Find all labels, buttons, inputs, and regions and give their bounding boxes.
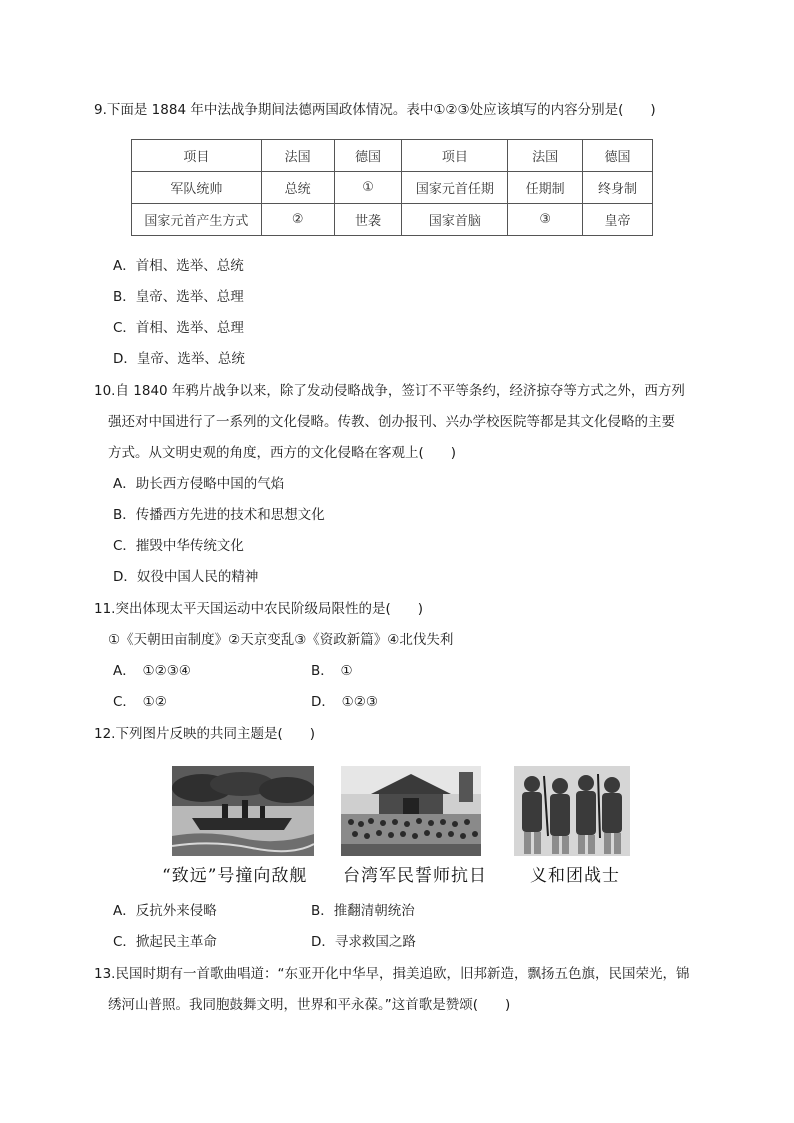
taiwan-rally-photo xyxy=(341,766,481,856)
q13-stem-line1: 13.民国时期有一首歌曲唱道：“东亚开化中华早，揖美追欧，旧邦新造，飘扬五色旗，民国荣光，锦 xyxy=(94,966,690,982)
table-cell: 项目 xyxy=(402,140,508,172)
q10-option-c[interactable]: C．摧毁中华传统文化 xyxy=(113,538,244,554)
q10-stem-line2: 强还对中国进行了一系列的文化侵略。传教、创办报刊、兴办学校医院等都是其文化侵略的主要 xyxy=(108,414,675,430)
q9-option-d[interactable]: D．皇帝、选举、总统 xyxy=(113,351,245,367)
table-cell: 总统 xyxy=(261,172,334,204)
table-row xyxy=(132,204,653,236)
table-cell: 法国 xyxy=(261,140,334,172)
table-cell: 世袭 xyxy=(334,204,402,236)
q11-stem: 11.突出体现太平天国运动中农民阶级局限性的是( ) xyxy=(94,601,424,617)
boxer-soldiers-photo xyxy=(514,766,630,856)
table-cell: 国家首脑 xyxy=(402,204,508,236)
table-cell: 德国 xyxy=(334,140,402,172)
q10-option-b[interactable]: B．传播西方先进的技术和思想文化 xyxy=(113,507,325,523)
table-cell: ① xyxy=(334,172,402,204)
table-row xyxy=(132,172,653,204)
table-cell: 项目 xyxy=(132,140,262,172)
q12-option-b[interactable]: B．推翻清朝统治 xyxy=(311,903,415,919)
table-cell: ③ xyxy=(508,204,583,236)
q10-stem-line3: 方式。从文明史观的角度，西方的文化侵略在客观上( ) xyxy=(108,445,457,461)
table-cell: ② xyxy=(261,204,334,236)
q9-stem: 9.下面是 1884 年中法战争期间法德两国政体情况。表中①②③处应该填写的内容分别是( ) xyxy=(94,102,656,118)
q11-option-c[interactable]: C． ①② xyxy=(113,694,167,710)
q10-stem-line1: 10.自 1840 年鸦片战争以来，除了发动侵略战争，签订不平等条约，经济掠夺等方式之外，西方列 xyxy=(94,383,685,399)
q11-items: ①《天朝田亩制度》②天京变乱③《资政新篇》④北伐失利 xyxy=(108,632,454,648)
table-cell: 国家元首产生方式 xyxy=(132,204,262,236)
q13-stem-line2: 绣河山普照。我同胞鼓舞文明，世界和平永葆。”这首歌是赞颂( ) xyxy=(108,997,511,1013)
table-cell: 法国 xyxy=(508,140,583,172)
table-cell: 任期制 xyxy=(508,172,583,204)
table-row xyxy=(132,140,653,172)
photo-caption-warship: “致远”号撞向敌舰 xyxy=(162,866,308,886)
q12-option-d[interactable]: D．寻求救国之路 xyxy=(311,934,416,950)
table-cell: 皇帝 xyxy=(583,204,653,236)
photo-caption-taiwan: 台湾军民誓师抗日 xyxy=(343,866,487,886)
table-cell: 终身制 xyxy=(583,172,653,204)
table-cell: 军队统帅 xyxy=(132,172,262,204)
photo-caption-boxer: 义和团战士 xyxy=(530,866,620,886)
table-cell: 德国 xyxy=(583,140,653,172)
q9-table xyxy=(131,139,653,236)
warship-photo xyxy=(172,766,314,856)
q12-stem: 12.下列图片反映的共同主题是( ) xyxy=(94,726,316,742)
q12-option-a[interactable]: A．反抗外来侵略 xyxy=(113,903,217,919)
q9-option-a[interactable]: A．首相、选举、总统 xyxy=(113,258,244,274)
q10-option-a[interactable]: A．助长西方侵略中国的气焰 xyxy=(113,476,285,492)
q11-option-b[interactable]: B． ① xyxy=(311,663,353,679)
q10-option-d[interactable]: D．奴役中国人民的精神 xyxy=(113,569,259,585)
q12-option-c[interactable]: C．掀起民主革命 xyxy=(113,934,217,950)
q11-option-d[interactable]: D． ①②③ xyxy=(311,694,378,710)
table-cell: 国家元首任期 xyxy=(402,172,508,204)
q11-option-a[interactable]: A． ①②③④ xyxy=(113,663,191,679)
q9-option-c[interactable]: C．首相、选举、总理 xyxy=(113,320,244,336)
q9-option-b[interactable]: B．皇帝、选举、总理 xyxy=(113,289,244,305)
